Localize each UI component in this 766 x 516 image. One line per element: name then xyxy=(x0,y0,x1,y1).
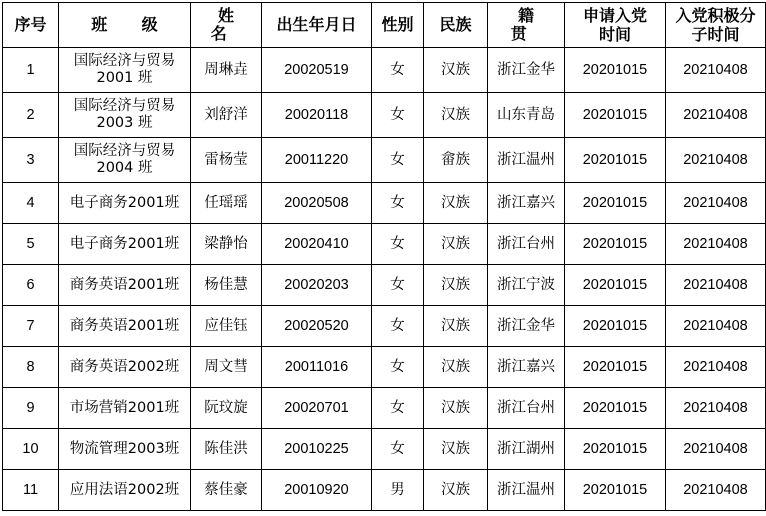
cell-activist-date: 20210408 xyxy=(666,265,766,306)
table-row xyxy=(3,183,766,224)
table-row xyxy=(3,306,766,347)
cell-apply-date: 20201015 xyxy=(565,265,666,306)
cell-apply-date: 20201015 xyxy=(565,48,666,93)
activist-roster-table xyxy=(2,2,766,511)
cell-apply-date: 20201015 xyxy=(565,347,666,388)
cell-apply-date: 20201015 xyxy=(565,183,666,224)
table-row xyxy=(3,93,766,138)
cell-seq: 3 xyxy=(3,138,59,183)
header-apply-date xyxy=(565,3,666,48)
cell-class: 电子商务2001班 xyxy=(59,224,191,265)
cell-birth: 20020410 xyxy=(262,224,372,265)
header-name-label: 姓 名 xyxy=(210,5,249,43)
cell-name: 刘舒洋 xyxy=(191,93,262,138)
cell-name: 杨佳慧 xyxy=(191,265,262,306)
cell-gender: 女 xyxy=(372,183,424,224)
cell-gender: 女 xyxy=(372,388,424,429)
cell-origin: 山东青岛 xyxy=(488,93,565,138)
header-birth: 出生年月日 xyxy=(262,3,372,48)
cell-apply-date: 20201015 xyxy=(565,138,666,183)
cell-gender: 男 xyxy=(372,470,424,511)
header-seq: 序号 xyxy=(3,3,59,48)
cell-class: 物流管理2003班 xyxy=(59,429,191,470)
cell-birth: 20011220 xyxy=(262,138,372,183)
table-row xyxy=(3,388,766,429)
cell-class: 商务英语2002班 xyxy=(59,347,191,388)
cell-ethnicity: 汉族 xyxy=(424,429,488,470)
cell-seq: 6 xyxy=(3,265,59,306)
cell-gender: 女 xyxy=(372,48,424,93)
cell-name: 蔡佳豪 xyxy=(191,470,262,511)
cell-origin: 浙江嘉兴 xyxy=(488,183,565,224)
cell-birth: 20020118 xyxy=(262,93,372,138)
cell-gender: 女 xyxy=(372,93,424,138)
cell-gender: 女 xyxy=(372,138,424,183)
cell-origin: 浙江宁波 xyxy=(488,265,565,306)
cell-ethnicity: 畲族 xyxy=(424,138,488,183)
table-row xyxy=(3,347,766,388)
cell-apply-date: 20201015 xyxy=(565,470,666,511)
cell-seq: 8 xyxy=(3,347,59,388)
cell-origin: 浙江湖州 xyxy=(488,429,565,470)
cell-activist-date: 20210408 xyxy=(666,306,766,347)
cell-ethnicity: 汉族 xyxy=(424,388,488,429)
header-ethnicity: 民族 xyxy=(424,3,488,48)
cell-class: 电子商务2001班 xyxy=(59,183,191,224)
cell-class: 应用法语2002班 xyxy=(59,470,191,511)
cell-activist-date: 20210408 xyxy=(666,93,766,138)
header-activist-date xyxy=(666,3,766,48)
cell-origin: 浙江台州 xyxy=(488,224,565,265)
cell-activist-date: 20210408 xyxy=(666,347,766,388)
header-origin-label: 籍 贯 xyxy=(510,5,549,43)
cell-name: 应佳钰 xyxy=(191,306,262,347)
header-row xyxy=(3,3,766,48)
cell-apply-date: 20201015 xyxy=(565,224,666,265)
cell-ethnicity: 汉族 xyxy=(424,347,488,388)
cell-activist-date: 20210408 xyxy=(666,224,766,265)
cell-name: 梁静怡 xyxy=(191,224,262,265)
cell-apply-date: 20201015 xyxy=(565,306,666,347)
cell-apply-date: 20201015 xyxy=(565,93,666,138)
cell-seq: 7 xyxy=(3,306,59,347)
cell-activist-date: 20210408 xyxy=(666,183,766,224)
cell-class: 市场营销2001班 xyxy=(59,388,191,429)
cell-activist-date: 20210408 xyxy=(666,429,766,470)
cell-birth: 20011016 xyxy=(262,347,372,388)
cell-ethnicity: 汉族 xyxy=(424,48,488,93)
cell-origin: 浙江嘉兴 xyxy=(488,347,565,388)
header-class xyxy=(59,3,191,48)
cell-activist-date: 20210408 xyxy=(666,138,766,183)
cell-name: 阮玟旋 xyxy=(191,388,262,429)
cell-gender: 女 xyxy=(372,347,424,388)
cell-class-text: 国际经济与贸易2003 班 xyxy=(73,97,176,131)
cell-birth: 20020701 xyxy=(262,388,372,429)
cell-origin: 浙江金华 xyxy=(488,48,565,93)
cell-class xyxy=(59,93,191,138)
cell-seq: 1 xyxy=(3,48,59,93)
cell-name: 周琳垚 xyxy=(191,48,262,93)
cell-seq: 10 xyxy=(3,429,59,470)
cell-origin: 浙江温州 xyxy=(488,470,565,511)
cell-ethnicity: 汉族 xyxy=(424,93,488,138)
cell-class xyxy=(59,138,191,183)
header-gender: 性别 xyxy=(372,3,424,48)
cell-class-text: 国际经济与贸易2001 班 xyxy=(73,52,176,86)
header-origin xyxy=(488,3,565,48)
cell-birth: 20020520 xyxy=(262,306,372,347)
cell-gender: 女 xyxy=(372,224,424,265)
table-row xyxy=(3,48,766,93)
cell-name: 周文彗 xyxy=(191,347,262,388)
cell-birth: 20020519 xyxy=(262,48,372,93)
table-row xyxy=(3,138,766,183)
cell-birth: 20020508 xyxy=(262,183,372,224)
header-activist-date-label: 入党积极分子时间 xyxy=(675,5,756,44)
cell-ethnicity: 汉族 xyxy=(424,306,488,347)
cell-apply-date: 20201015 xyxy=(565,388,666,429)
table-row xyxy=(3,470,766,511)
cell-seq: 2 xyxy=(3,93,59,138)
cell-seq: 9 xyxy=(3,388,59,429)
header-name xyxy=(191,3,262,48)
cell-class: 商务英语2001班 xyxy=(59,265,191,306)
cell-ethnicity: 汉族 xyxy=(424,224,488,265)
cell-origin: 浙江金华 xyxy=(488,306,565,347)
cell-gender: 女 xyxy=(372,429,424,470)
cell-birth: 20010225 xyxy=(262,429,372,470)
cell-gender: 女 xyxy=(372,265,424,306)
cell-activist-date: 20210408 xyxy=(666,470,766,511)
cell-class xyxy=(59,48,191,93)
cell-name: 任瑶瑶 xyxy=(191,183,262,224)
cell-apply-date: 20201015 xyxy=(565,429,666,470)
cell-seq: 4 xyxy=(3,183,59,224)
cell-seq: 11 xyxy=(3,470,59,511)
table-row xyxy=(3,224,766,265)
cell-activist-date: 20210408 xyxy=(666,48,766,93)
cell-birth: 20020203 xyxy=(262,265,372,306)
cell-gender: 女 xyxy=(372,306,424,347)
table-row xyxy=(3,265,766,306)
cell-ethnicity: 汉族 xyxy=(424,265,488,306)
cell-ethnicity: 汉族 xyxy=(424,183,488,224)
cell-class: 商务英语2001班 xyxy=(59,306,191,347)
cell-seq: 5 xyxy=(3,224,59,265)
cell-ethnicity: 汉族 xyxy=(424,470,488,511)
cell-class-text: 国际经济与贸易2004 班 xyxy=(73,142,176,176)
cell-name: 雷杨莹 xyxy=(191,138,262,183)
cell-name: 陈佳洪 xyxy=(191,429,262,470)
cell-activist-date: 20210408 xyxy=(666,388,766,429)
header-apply-date-label: 申请入党时间 xyxy=(582,5,647,44)
header-class-label: 班 级 xyxy=(91,14,173,34)
cell-origin: 浙江台州 xyxy=(488,388,565,429)
table-row xyxy=(3,429,766,470)
cell-origin: 浙江温州 xyxy=(488,138,565,183)
cell-birth: 20010920 xyxy=(262,470,372,511)
